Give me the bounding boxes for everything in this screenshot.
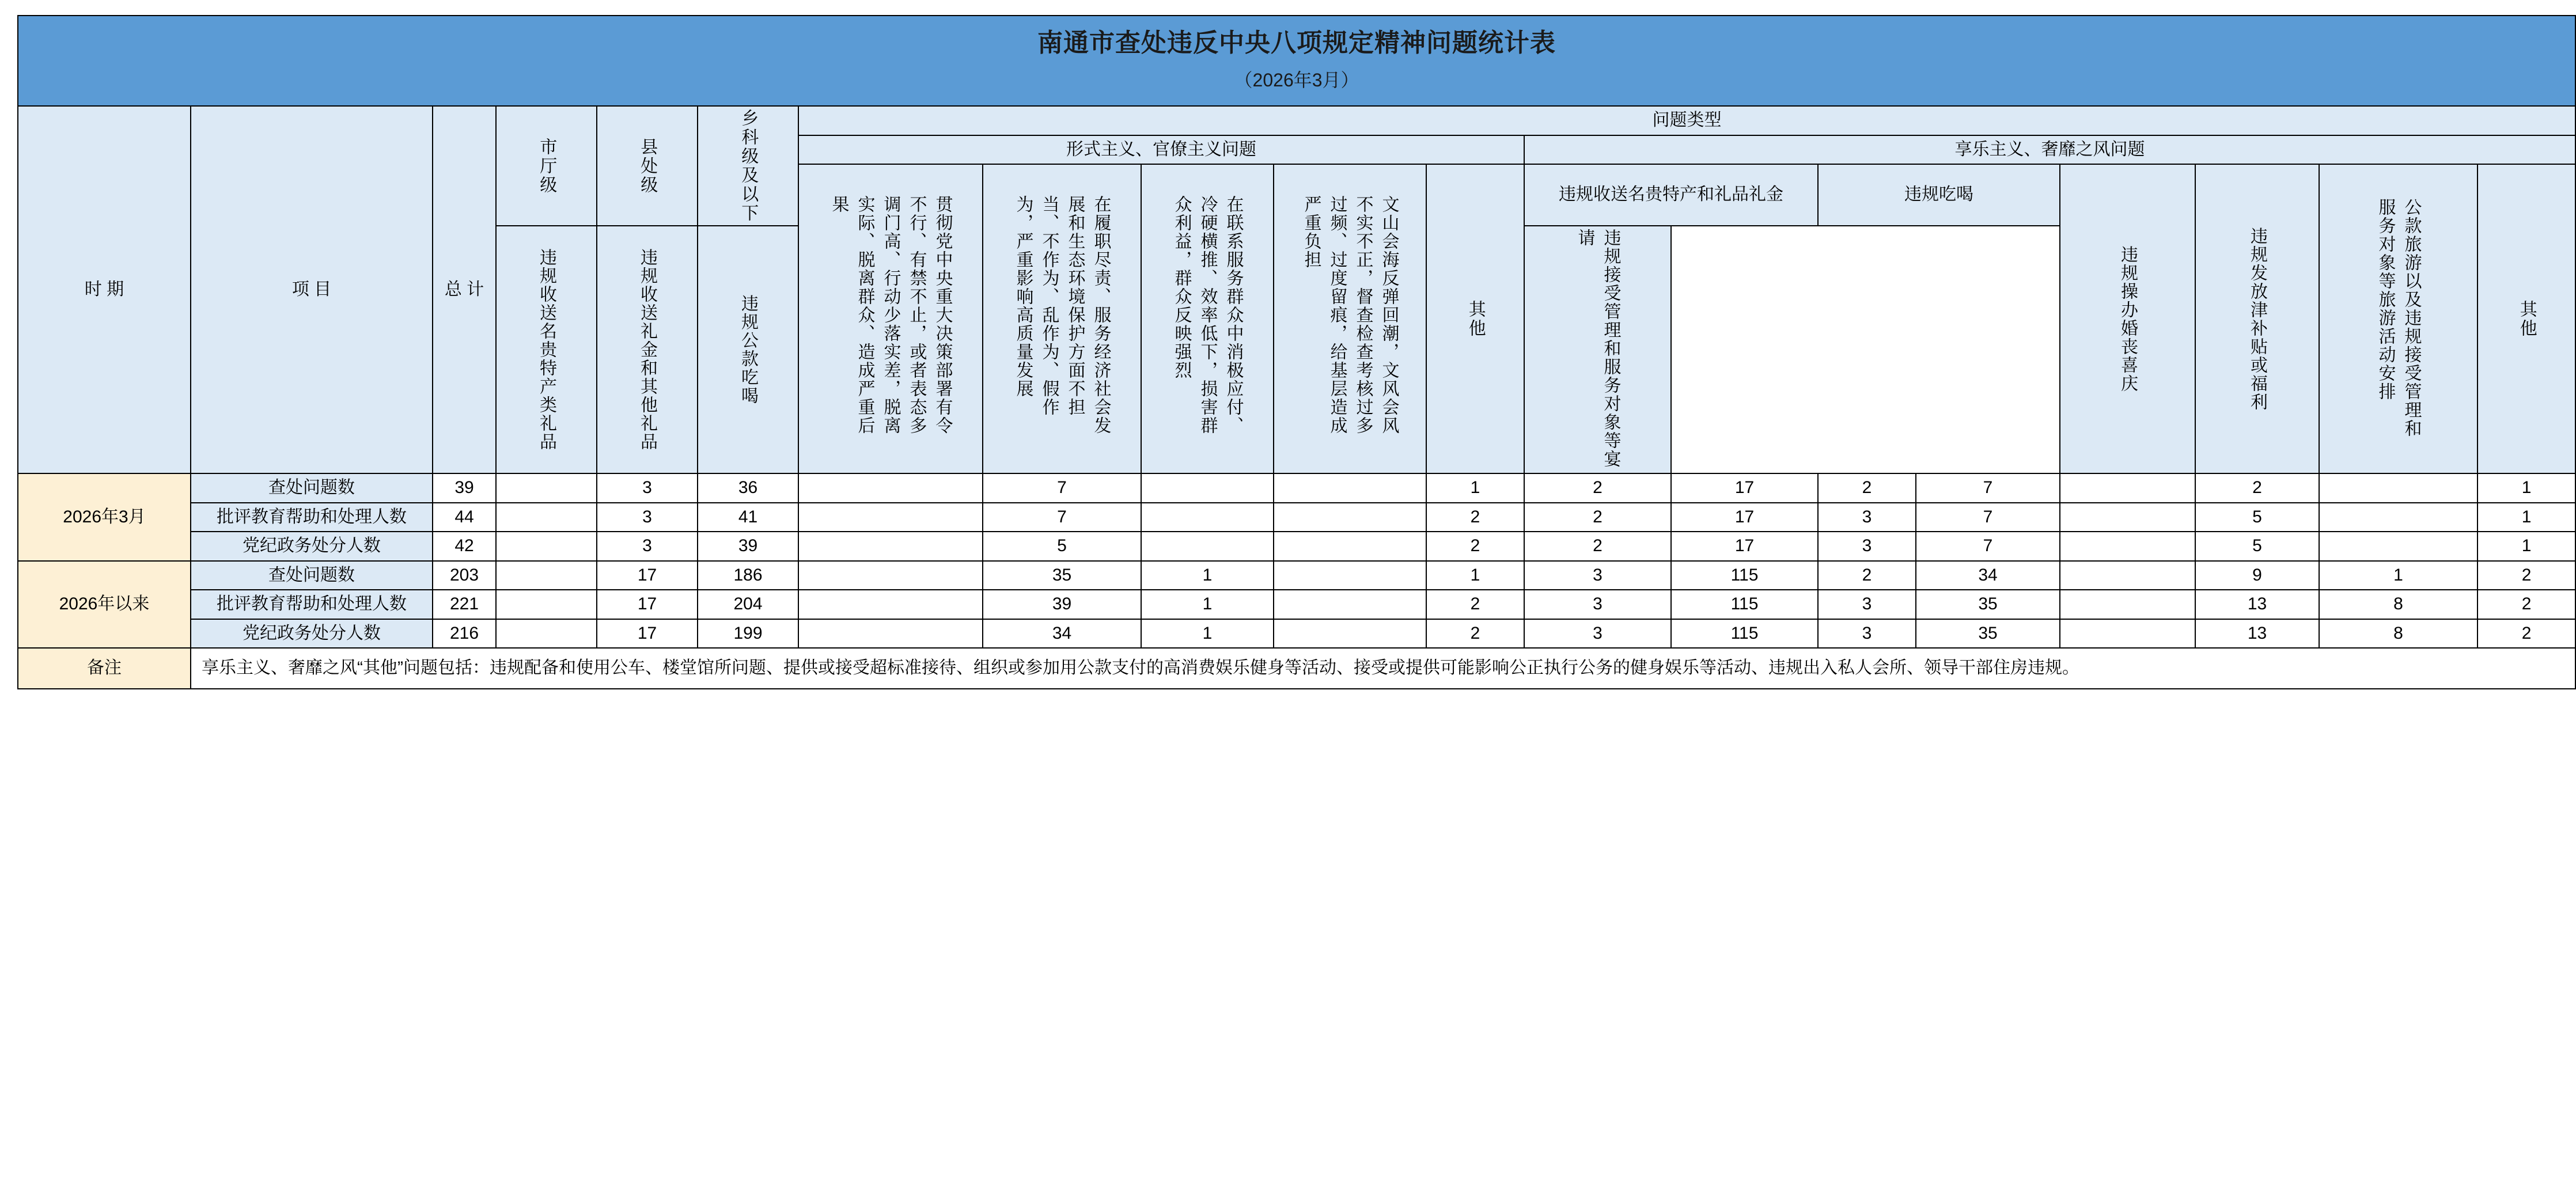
remark-row: [18, 648, 2575, 689]
header-level-city: 市厅级: [496, 106, 597, 226]
cell-value: 35: [1916, 619, 2060, 649]
cell-value: 3: [597, 532, 698, 561]
cell-value: [798, 619, 983, 649]
cell-value: 3: [1524, 619, 1671, 649]
cell-value: 34: [983, 619, 1141, 649]
cell-value: 1: [1426, 473, 1524, 503]
header-period: 时 期: [18, 106, 191, 473]
cell-value: 2: [2477, 561, 2575, 590]
cell-value: [798, 532, 983, 561]
cell-value: [496, 503, 597, 532]
header-hedonism-col-4: 违规接受管理和服务对象等宴请: [1524, 226, 1671, 473]
cell-value: 2: [1426, 619, 1524, 649]
cell-value: [2060, 561, 2195, 590]
header-formalism-col-1: 贯彻党中央重大决策部署有令不行、有禁不止，或者表态多调门高、行动少落实差，脱离实际、脱离群众、造成严重后果: [798, 164, 983, 473]
cell-value: 1: [1426, 561, 1524, 590]
cell-value: 203: [433, 561, 496, 590]
cell-value: 36: [698, 473, 798, 503]
cell-value: 1: [1141, 590, 1274, 619]
cell-value: 7: [1916, 473, 2060, 503]
cell-value: [798, 473, 983, 503]
cell-value: 1: [1141, 619, 1274, 649]
cell-value: [2319, 473, 2477, 503]
period-label: 2026年3月: [18, 473, 191, 561]
cell-value: 17: [597, 590, 698, 619]
cell-value: 2: [1426, 532, 1524, 561]
cell-value: 44: [433, 503, 496, 532]
header-hedonism-other: 其他: [2477, 164, 2575, 473]
cell-value: [2319, 503, 2477, 532]
remark-text: 享乐主义、奢靡之风“其他”问题包括：违规配备和使用公车、楼堂馆所问题、提供或接受超标准接待、组织或参加用公款支付的高消费娱乐健身等活动、接受或提供可能影响公正执行公务的健身娱乐等活动、违规出入私人会所、领导干部住房违规。: [191, 648, 2575, 689]
cell-value: 2: [2477, 590, 2575, 619]
cell-value: [1274, 473, 1426, 503]
item-label: 批评教育帮助和处理人数: [191, 590, 433, 619]
cell-value: 1: [2477, 473, 2575, 503]
cell-value: 3: [1818, 532, 1916, 561]
cell-value: 199: [698, 619, 798, 649]
header-item: 项 目: [191, 106, 433, 473]
cell-value: 39: [433, 473, 496, 503]
cell-value: [1274, 619, 1426, 649]
table-row: [18, 619, 2575, 649]
cell-value: [1274, 532, 1426, 561]
cell-value: 17: [1671, 532, 1818, 561]
cell-value: 13: [2195, 590, 2319, 619]
header-formalism-col-2: 在履职尽责、服务经济社会发展和生态环境保护方面不担当、不作为、乱作为、假作为，严重影响高质量发展: [983, 164, 1141, 473]
cell-value: [496, 532, 597, 561]
cell-value: 2: [1818, 561, 1916, 590]
cell-value: 17: [1671, 503, 1818, 532]
cell-value: [496, 619, 597, 649]
cell-value: [2060, 473, 2195, 503]
cell-value: [2319, 532, 2477, 561]
cell-value: 3: [1524, 561, 1671, 590]
item-label: 查处问题数: [191, 561, 433, 590]
item-label: 批评教育帮助和处理人数: [191, 503, 433, 532]
cell-value: 8: [2319, 619, 2477, 649]
table-row: [18, 503, 2575, 532]
cell-value: [1274, 503, 1426, 532]
cell-value: [798, 590, 983, 619]
cell-value: 8: [2319, 590, 2477, 619]
header-formalism-col-other: 其他: [1426, 164, 1524, 473]
title-main: 南通市查处违反中央八项规定精神问题统计表: [1037, 29, 1556, 57]
table-title: [18, 16, 2575, 106]
table-row: [18, 590, 2575, 619]
header-hedonism-allowances: 违规发放津补贴或福利: [2195, 164, 2319, 473]
cell-value: 2: [1524, 532, 1671, 561]
table-row: [18, 473, 2575, 503]
cell-value: 2: [1818, 473, 1916, 503]
cell-value: 41: [698, 503, 798, 532]
cell-value: 2: [2195, 473, 2319, 503]
header-hedonism-weddings: 违规操办婚丧喜庆: [2060, 164, 2195, 473]
cell-value: 35: [983, 561, 1141, 590]
cell-value: 186: [698, 561, 798, 590]
cell-value: [1274, 561, 1426, 590]
cell-value: 1: [2477, 503, 2575, 532]
cell-value: 17: [597, 619, 698, 649]
cell-value: 9: [2195, 561, 2319, 590]
header-level-county: 县处级: [597, 106, 698, 226]
cell-value: 2: [1524, 473, 1671, 503]
cell-value: 5: [2195, 503, 2319, 532]
header-hedonism-dining: 违规吃喝: [1818, 164, 2060, 226]
cell-value: 3: [1818, 619, 1916, 649]
cell-value: 5: [983, 532, 1141, 561]
remark-label: 备注: [18, 648, 191, 689]
cell-value: 42: [433, 532, 496, 561]
cell-value: 39: [698, 532, 798, 561]
cell-value: 221: [433, 590, 496, 619]
cell-value: 1: [2477, 532, 2575, 561]
header-formalism-col-4: 文山会海反弹回潮，文风会风不实不正，督查检查考核过多过频、过度留痕，给基层造成严重负担: [1274, 164, 1426, 473]
cell-value: 115: [1671, 561, 1818, 590]
cell-value: 17: [1671, 473, 1818, 503]
cell-value: 1: [1141, 561, 1274, 590]
cell-value: [798, 503, 983, 532]
cell-value: [2060, 503, 2195, 532]
cell-value: [496, 590, 597, 619]
cell-value: [2060, 532, 2195, 561]
cell-value: [1141, 473, 1274, 503]
cell-value: [496, 473, 597, 503]
cell-value: 2: [1426, 590, 1524, 619]
cell-value: 35: [1916, 590, 2060, 619]
cell-value: 5: [2195, 532, 2319, 561]
item-label: 党纪政务处分人数: [191, 619, 433, 649]
header-level-township: 乡科级及以下: [698, 106, 798, 226]
header-formalism-col-3: 在联系服务群众中消极应付、冷硬横推、效率低下，损害群众利益，群众反映强烈: [1141, 164, 1274, 473]
cell-value: 3: [597, 503, 698, 532]
table-row: [18, 532, 2575, 561]
cell-value: [1274, 590, 1426, 619]
cell-value: 17: [597, 561, 698, 590]
cell-value: 1: [2319, 561, 2477, 590]
cell-value: 2: [1524, 503, 1671, 532]
header-hedonism-col-1: 违规收送名贵特产类礼品: [496, 226, 597, 473]
cell-value: 115: [1671, 619, 1818, 649]
cell-value: [496, 561, 597, 590]
cell-value: 3: [1818, 590, 1916, 619]
title-sub: （2026年3月）: [1234, 70, 1359, 90]
statistics-table: [17, 15, 2576, 689]
header-total: 总 计: [433, 106, 496, 473]
cell-value: [2060, 590, 2195, 619]
header-group-hedonism: 享乐主义、奢靡之风问题: [1524, 135, 2575, 165]
header-hedonism-gifts: 违规收送名贵特产和礼品礼金: [1524, 164, 1818, 226]
cell-value: 3: [1524, 590, 1671, 619]
item-label: 党纪政务处分人数: [191, 532, 433, 561]
cell-value: 115: [1671, 590, 1818, 619]
cell-value: 216: [433, 619, 496, 649]
cell-value: 7: [1916, 532, 2060, 561]
cell-value: 39: [983, 590, 1141, 619]
header-hedonism-col-3: 违规公款吃喝: [698, 226, 798, 473]
cell-value: [1141, 503, 1274, 532]
cell-value: [2060, 619, 2195, 649]
cell-value: 3: [597, 473, 698, 503]
cell-value: 7: [983, 503, 1141, 532]
cell-value: 3: [1818, 503, 1916, 532]
header-hedonism-travel: 公款旅游以及违规接受管理和服务对象等旅游活动安排: [2319, 164, 2477, 473]
cell-value: [1141, 532, 1274, 561]
header-hedonism-col-2: 违规收送礼金和其他礼品: [597, 226, 698, 473]
cell-value: 7: [983, 473, 1141, 503]
cell-value: 34: [1916, 561, 2060, 590]
cell-value: 2: [1426, 503, 1524, 532]
header-problem-type: 问题类型: [798, 106, 2575, 135]
table-row: [18, 561, 2575, 590]
item-label: 查处问题数: [191, 473, 433, 503]
cell-value: [798, 561, 983, 590]
period-label: 2026年以来: [18, 561, 191, 649]
header-group-formalism: 形式主义、官僚主义问题: [798, 135, 1524, 165]
cell-value: 13: [2195, 619, 2319, 649]
cell-value: 204: [698, 590, 798, 619]
cell-value: 2: [2477, 619, 2575, 649]
cell-value: 7: [1916, 503, 2060, 532]
